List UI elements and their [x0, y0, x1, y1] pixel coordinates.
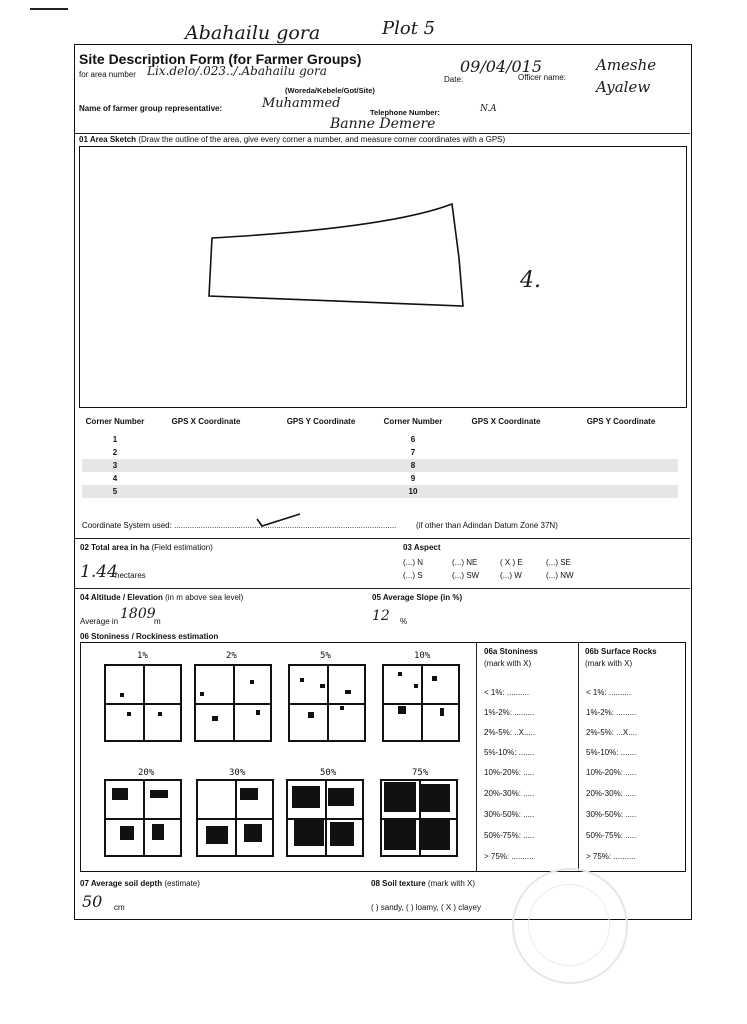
date-value: 09/04/015 [460, 57, 543, 76]
gps-cell [448, 459, 564, 472]
gps-cell [148, 433, 264, 446]
stone-dot [250, 680, 254, 684]
soil-texture-heading-bold: 08 Soil texture [371, 879, 426, 888]
stoniness-a-item: 5%-10%: ....... [484, 748, 535, 757]
altitude-heading-bold: 04 Altitude / Elevation [80, 593, 163, 602]
stoniness-col-b-sub: (mark with X) [585, 659, 633, 668]
stone-cluster [294, 820, 324, 846]
officer-label: Officer name: [518, 73, 566, 82]
grid-label-1: 1% [137, 651, 148, 661]
aspect-sw: (...) SW [452, 571, 480, 580]
soil-texture-options: ( ) sandy, ( ) loamy, ( X ) clayey [371, 903, 481, 912]
coord-checkmark [254, 510, 302, 530]
gps-header-x-1: GPS X Coordinate [171, 416, 241, 426]
stone-cluster [152, 824, 164, 840]
aspect-se: (...) SE [546, 558, 571, 567]
stoniness-a-item: 1%-2%: ......... [484, 708, 535, 717]
coord-system-note: (if other than Adindan Datum Zone 37N) [416, 521, 558, 530]
aspect-ne: (...) NE [452, 558, 478, 567]
corner-number: 9 [410, 474, 416, 483]
corner-number: 5 [82, 485, 148, 498]
grid-label-4: 10% [414, 651, 431, 661]
gps-cell [448, 485, 564, 498]
coord-system-label [82, 521, 396, 530]
grid-label-8: 75% [412, 768, 429, 778]
stone-cluster [206, 826, 228, 844]
coord-system-label-text: Coordinate System used: [82, 521, 172, 530]
corner-number: 4 [112, 474, 118, 483]
gps-cell [448, 446, 564, 459]
gps-header-x-2: GPS X Coordinate [471, 416, 541, 426]
stone-dot [127, 712, 131, 716]
stoniness-b-item: 1%-2%: ......... [586, 708, 637, 717]
area-heading-bold: 02 Total area in ha [80, 543, 150, 552]
stone-cluster [384, 782, 416, 812]
grid-label-7: 50% [320, 768, 337, 778]
divider-04 [75, 588, 690, 589]
stoniness-b-item: 50%-75%: ..... [586, 831, 637, 840]
stone-dot [120, 693, 124, 697]
soil-depth-heading-bold: 07 Average soil depth [80, 879, 163, 888]
altitude-heading-note: (in m above sea level) [165, 593, 244, 602]
stone-dot [432, 676, 437, 681]
stoniness-b-item: 10%-20%: ..... [586, 768, 637, 777]
stoniness-b-item: < 1%: .......... [586, 688, 632, 697]
altitude-value: 1809 [120, 606, 156, 622]
area-heading-note: (Field estimation) [151, 543, 213, 552]
area-number-value: Lix.delo/.023../.Abahailu gora [147, 64, 327, 78]
gps-header-y-1: GPS Y Coordinate [286, 416, 356, 426]
altitude-unit: m [154, 617, 161, 626]
officer-value: Ameshe Ayalew [596, 56, 657, 96]
grid-label-3: 5% [320, 651, 331, 661]
soil-texture-heading [371, 879, 475, 888]
stone-dot [300, 678, 304, 682]
gps-cell [564, 446, 678, 459]
gps-cell [564, 433, 678, 446]
gps-cell [448, 472, 564, 485]
stoniness-b-item: 5%-10%: ....... [586, 748, 637, 757]
corner-number: 1 [112, 435, 118, 444]
stone-cluster [330, 822, 354, 846]
corner-number: 7 [410, 448, 416, 457]
gps-header-y-2: GPS Y Coordinate [586, 416, 656, 426]
gps-cell [448, 433, 564, 446]
gps-cell [264, 446, 378, 459]
stone-dot [158, 712, 162, 716]
stoniness-a-item: 2%-5%: ..X..... [484, 728, 536, 737]
aspect-heading: 03 Aspect [403, 543, 441, 552]
stone-cluster [420, 784, 450, 812]
soil-depth-unit: cm [114, 903, 125, 912]
stone-dot [345, 690, 351, 694]
stone-cluster [150, 790, 168, 798]
stoniness-grid-4 [382, 664, 460, 742]
stoniness-grid-2 [194, 664, 272, 742]
corner-number: 2 [112, 448, 118, 457]
table-row [82, 485, 678, 498]
table-row [82, 446, 678, 459]
aspect-s: (...) S [403, 571, 423, 580]
stone-cluster [112, 788, 128, 800]
corner-number: 6 [410, 435, 416, 444]
stoniness-grid-6 [196, 779, 274, 857]
gps-cell [148, 446, 264, 459]
stone-dot [308, 712, 314, 718]
stone-cluster [292, 786, 320, 808]
gps-cell [564, 485, 678, 498]
stoniness-grid-1 [104, 664, 182, 742]
soil-depth-heading-note: (estimate) [164, 879, 200, 888]
stoniness-col-a-title: 06a Stoniness [484, 647, 538, 656]
rep-value-second: Banne Demere [330, 116, 436, 132]
stone-dot [212, 716, 218, 721]
gps-cell [564, 459, 678, 472]
area-sketch-drawing [79, 146, 685, 406]
slope-heading: 05 Average Slope (in %) [372, 593, 463, 602]
gps-header-corner-1: Corner Number [85, 416, 145, 426]
corner-number: 3 [82, 459, 148, 472]
aspect-n: (...) N [403, 558, 423, 567]
table-row [82, 459, 678, 472]
table-row [82, 433, 678, 446]
handwritten-location: Abahailu gora [185, 22, 321, 44]
gps-cell [564, 472, 678, 485]
corner-mark [30, 8, 68, 10]
stone-dot [320, 684, 325, 688]
coord-system-dots: .................................................................................................... [174, 521, 397, 530]
stoniness-a-item: > 75%: .......... [484, 852, 534, 861]
soil-texture-heading-note: (mark with X) [427, 879, 476, 888]
stoniness-b-item: 20%-30%: ..... [586, 789, 637, 798]
table-row [82, 472, 678, 485]
divider-01 [75, 133, 690, 134]
stone-cluster [240, 788, 258, 800]
area-sub-label: (Woreda/Kebele/Got/Site) [285, 86, 375, 95]
phone-value: N.A [480, 104, 497, 114]
stone-dot [398, 706, 406, 714]
stone-dot [414, 684, 418, 688]
corner-number: 10 [378, 485, 448, 498]
stoniness-a-item: 20%-30%: ..... [484, 789, 535, 798]
stoniness-heading: 06 Stoniness / Rockiness estimation [80, 632, 219, 641]
grid-label-2: 2% [226, 651, 237, 661]
rep-value: Muhammed [262, 96, 341, 111]
form-title: Site Description Form (for Farmer Groups) [79, 51, 362, 67]
gps-cell [264, 485, 378, 498]
stone-dot [398, 672, 402, 676]
stone-dot [340, 706, 344, 710]
stoniness-a-item: 30%-50%: ..... [484, 810, 535, 819]
gps-cell [148, 485, 264, 498]
grid-label-6: 30% [229, 768, 246, 778]
area-value: 1.44 [80, 562, 118, 582]
corner-number: 8 [378, 459, 448, 472]
stoniness-b-item: 2%-5%: ...X.... [586, 728, 638, 737]
stone-cluster [420, 818, 450, 850]
sketch-heading [79, 135, 505, 144]
aspect-w: (...) W [500, 571, 522, 580]
gps-header-corner-2: Corner Number [383, 416, 443, 426]
sketch-heading-bold: 01 Area Sketch [79, 135, 137, 144]
grid-label-5: 20% [138, 768, 155, 778]
stoniness-a-item: 50%-75%: ..... [484, 831, 535, 840]
stoniness-divider-b [578, 642, 579, 871]
gps-table [82, 409, 678, 498]
soil-depth-value: 50 [82, 892, 103, 911]
stoniness-a-item: < 1%: .......... [484, 688, 530, 697]
faint-stamp-inner [528, 884, 610, 966]
gps-cell [148, 459, 264, 472]
stoniness-divider-a [476, 642, 477, 871]
date-label: Date: [444, 75, 464, 84]
stone-dot [200, 692, 204, 696]
aspect-nw: (...) NW [546, 571, 574, 580]
stoniness-a-item: 10%-20%: ..... [484, 768, 535, 777]
stone-cluster [328, 788, 354, 806]
stoniness-b-item: > 75%: .......... [586, 852, 636, 861]
gps-cell [264, 472, 378, 485]
stoniness-b-item: 30%-50%: ..... [586, 810, 637, 819]
area-unit: hectares [115, 571, 146, 580]
altitude-label: Average in [80, 617, 119, 626]
divider-02 [75, 538, 690, 539]
slope-unit: % [400, 617, 408, 626]
stoniness-col-b-title: 06b Surface Rocks [585, 647, 657, 656]
gps-cell [264, 459, 378, 472]
stone-cluster [384, 818, 416, 850]
rep-label: Name of farmer group representative: [79, 104, 223, 113]
stone-dot [440, 708, 444, 716]
stone-cluster [120, 826, 134, 840]
stone-cluster [244, 824, 262, 842]
gps-cell [148, 472, 264, 485]
area-heading [80, 543, 213, 552]
handwritten-plot-tag: Plot 5 [382, 18, 436, 39]
aspect-e: ( X ) E [500, 558, 523, 567]
stoniness-col-a-sub: (mark with X) [484, 659, 532, 668]
phone-label: Telephone Number: [370, 108, 440, 117]
gps-cell [264, 433, 378, 446]
stone-dot [256, 710, 260, 715]
sketch-corner-note: 4. [520, 268, 541, 293]
stoniness-grid-3 [288, 664, 366, 742]
altitude-heading [80, 593, 243, 602]
area-number-label: for area number [79, 70, 136, 79]
sketch-heading-rest: (Draw the outline of the area, give every corner a number, and measure corner coordinates with a GPS) [138, 135, 506, 144]
soil-depth-heading [80, 879, 200, 888]
slope-value: 12 [372, 608, 390, 624]
area-outline [209, 204, 463, 306]
